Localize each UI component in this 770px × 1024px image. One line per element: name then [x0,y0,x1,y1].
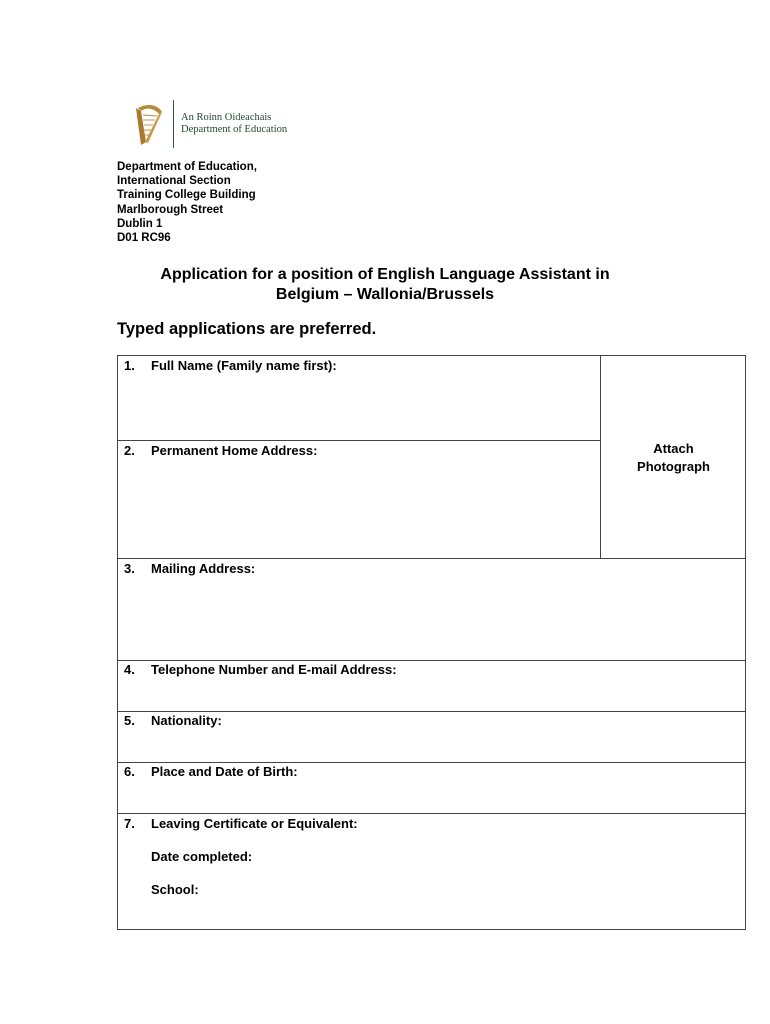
field-label-place-date-birth [124,764,298,779]
permanent-address-field[interactable] [118,441,600,558]
logo-text [181,112,287,136]
field-label-telephone-email [124,662,397,677]
field-number: 5. [124,713,135,728]
school-label: School: [151,882,199,897]
field-label-mailing-address [124,561,255,576]
address-block [117,160,257,245]
document-title-line-1: Application for a position of English Language Assistant in [160,266,610,283]
leaving-certificate-field[interactable] [118,814,745,929]
photo-label-line: Attach [653,441,694,456]
field-number: 4. [124,662,135,677]
address-line: D01 RC96 [117,232,171,245]
department-logo [132,100,312,148]
address-line: International Section [117,175,231,188]
field-label-nationality [124,713,222,728]
field-label-text: Permanent Home Address: [151,443,318,458]
field-number: 6. [124,764,135,779]
field-label-text: Telephone Number and E-mail Address: [151,662,397,677]
photo-label-line: Photograph [637,459,710,474]
address-line: Training College Building [117,189,256,202]
typed-applications-note: Typed applications are preferred. [117,320,377,338]
document-title-line-2: Belgium – Wallonia/Brussels [275,286,495,303]
harp-icon [132,102,166,148]
address-line: Dublin 1 [117,217,163,230]
logo-line-irish: An Roinn Oideachais [181,112,272,123]
logo-line-english: Department of Education [181,124,288,135]
field-label-text: Leaving Certificate or Equivalent: [151,816,358,831]
field-number: 2. [124,443,135,458]
field-label-text: Full Name (Family name first): [151,358,337,373]
date-completed-label: Date completed: [151,849,253,864]
logo-divider [173,100,174,148]
field-label-text: Nationality: [151,713,222,728]
address-line: Marlborough Street [117,203,224,216]
field-label-permanent-address [124,443,317,458]
field-label-leaving-certificate [124,816,358,831]
field-label-text: Mailing Address: [151,561,256,576]
field-number: 3. [124,561,135,576]
field-number: 1. [124,358,135,373]
field-label-text: Place and Date of Birth: [151,764,298,779]
field-label-full-name [124,358,337,373]
address-line: Department of Education, [117,161,257,173]
field-number: 7. [124,816,135,831]
attach-photograph-label [601,440,746,476]
